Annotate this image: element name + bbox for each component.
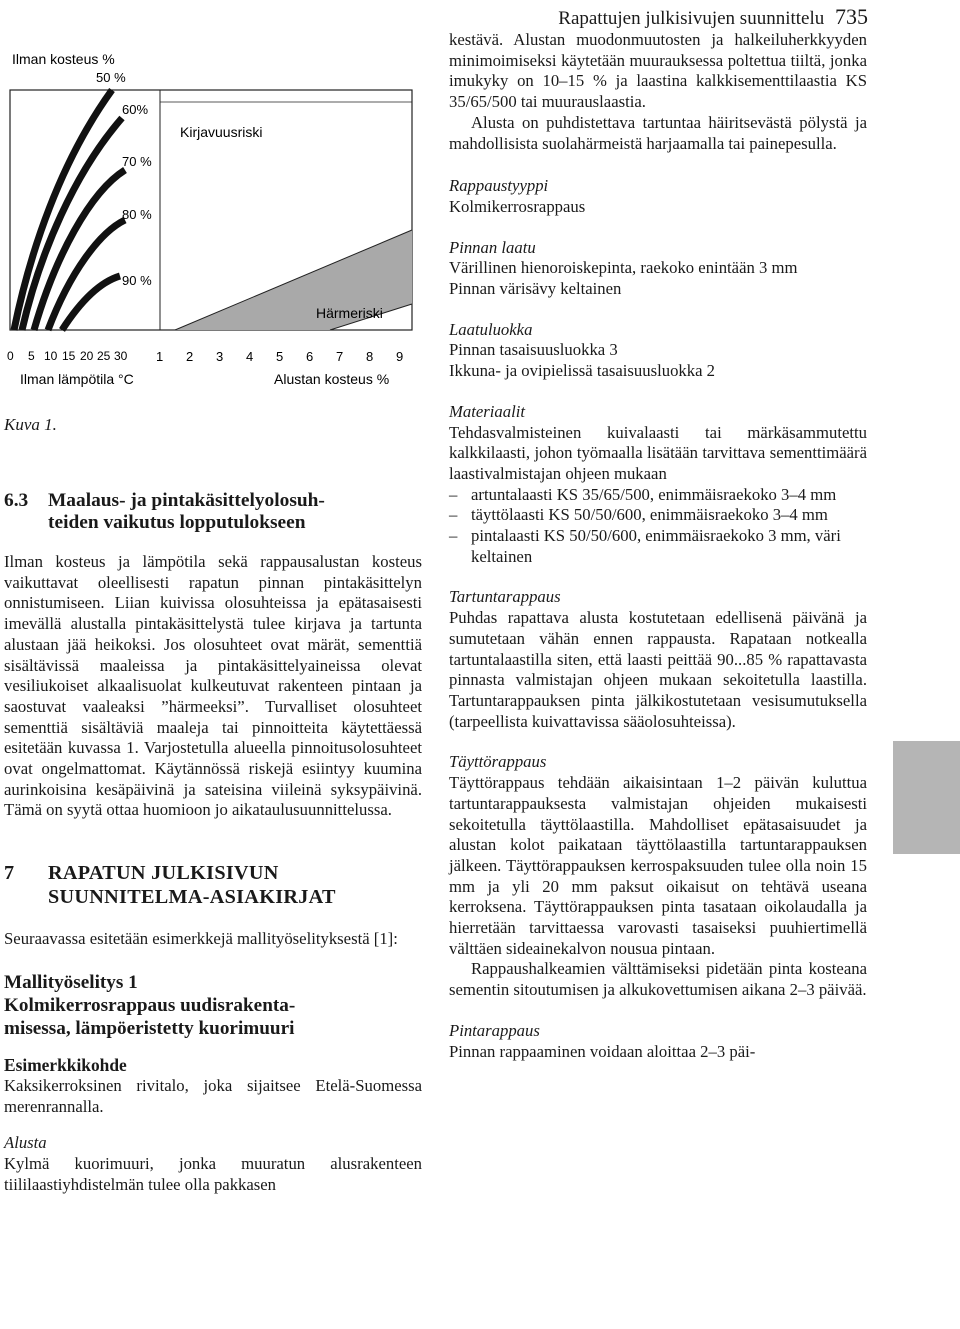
heading-line2: Kolmikerrosrappaus uudisrakenta- [4, 994, 296, 1016]
alusta-text: Kylmä kuorimuuri, jonka muuratun alusrakenteen tiililaastiyhdistelmän tulee olla pakkasen [4, 1153, 422, 1194]
list-item: – artuntalaasti KS 35/65/500, enimmäisraekoko 3–4 mm [449, 485, 867, 506]
moisture-tick: 8 [366, 349, 374, 364]
heading-line3: misessa, lämpöeristetty kuorimuuri [4, 1017, 295, 1039]
xlabel-moisture: Alustan kosteus % [274, 371, 390, 387]
temp-tick: 20 [80, 349, 94, 363]
xlabel-temperature: Ilman lämpötila °C [20, 371, 134, 387]
pinnan-laatu-heading: Pinnan laatu [449, 237, 536, 257]
label-kirjavuusriski: Kirjavuusriski [180, 124, 263, 140]
mallityoselitys-heading [4, 971, 422, 1040]
materiaalit-list [449, 485, 867, 568]
humidity-label-70: 70 % [122, 154, 152, 169]
moisture-tick: 3 [216, 349, 224, 364]
section-6-3-paragraph: Ilman kosteus ja lämpötila sekä rappausalustan kosteus vaikuttavat oleellisesti rapatun pinnan pintakäsittelyn onnistumiseen. Liian kuivissa olosuhteissa ja epätasaisesti imevällä alustalla pintakäsittelystä tulee kirjava ja tartunta alustaan jää heikoksi. Jos olosuhteet ovat märät, sementtiä sisältävissä maaleissa ja pintakäsittelyaineissa olevat vesiliukoiset alkaalisuolat kulkeutuvat rakenteen pintaan ja saostuvat vaaleaksi ”härmeeksi”. Turvalliset olosuhteet sementtiä sisältäviä maaleja tai pinnoitteita käytettäessä esitetään kuvassa 1. Varjostetulla alueella pinnoitusolosuhteet ovat ongelmattomat. Käytännössä riskejä esiintyy kuumina aurinkoisina kesäpäivinä ja sateisina viileinä syksypäivinä. Tämä on syytä ottaa huomioon jo aikataulusuunnittelussa. [4, 552, 422, 820]
section-6-3-heading [4, 490, 422, 534]
heading-line1: Mallityöselitys 1 [4, 971, 138, 993]
laatuluokka-line2: Ikkuna- ja ovipielissä tasaisuusluokka 2 [449, 361, 716, 381]
esimerkkikohde-heading: Esimerkkikohde [4, 1054, 127, 1075]
figure-caption: Kuva 1. [4, 415, 57, 434]
moisture-tick: 1 [156, 349, 164, 364]
section-title-line1: RAPATUN JULKISIVUN [48, 862, 279, 885]
section-title-line2: teiden vaikutus lopputulokseen [48, 512, 306, 533]
tartuntarappaus-text: Puhdas rapattava alusta kostutetaan edellisenä päivänä ja sumutetaan vähän ennen rappausta. Rapataan notkealla tartuntalaastilla siten, että laasti peittää 90...85 % rapattavasta pinnasta valmistajan ohjeen mukaan sekoitetulla laastilla. Tartuntarappauksen pinta jälkikostutetaan vesisumutuksella (tarpeellista kuivattavissa sääolosuhteissa). [449, 608, 867, 731]
temp-tick: 5 [28, 349, 35, 363]
label-harmeriski: Härmeriski [316, 305, 383, 321]
list-item: – täyttölaasti KS 50/50/600, enimmäisraekoko 3–4 mm [449, 505, 867, 526]
temp-tick: 25 [97, 349, 111, 363]
humidity-temperature-figure [0, 42, 430, 394]
temp-tick: 15 [62, 349, 76, 363]
moisture-tick: 9 [396, 349, 404, 364]
humidity-label-80: 80 % [122, 207, 152, 222]
section-number: 6.3 [4, 490, 29, 511]
tayttorappaus-text-2: Rappaushalkeamien välttämiseksi pidetään pinta kosteana sementin sitoutumisen ja alkukovettumisen aikana 2–3 päivää. [449, 959, 867, 1000]
moisture-ticks [156, 349, 403, 364]
section-title-line2: SUUNNITELMA-ASIAKIRJAT [48, 886, 336, 909]
temp-tick: 10 [44, 349, 58, 363]
pinnan-varisavy-text: Pinnan värisävy keltainen [449, 279, 622, 299]
tayttorappaus-heading: Täyttörappaus [449, 752, 547, 772]
temperature-ticks [7, 349, 128, 363]
alusta-continued-paragraph: kestävä. Alustan muodonmuutosten ja halkeiluherkkyyden minimoimiseksi käytetään muurauksessa poltettua tiiltä, jonka imukyky on 10–15 % ja laastina kalkkisementtilaastia KS 35/65/500 tai muurauslaastia. [449, 30, 867, 112]
moisture-tick: 2 [186, 349, 194, 364]
top-label: Ilman kosteus % [12, 51, 115, 67]
humidity-label-50: 50 % [96, 70, 126, 85]
section-title-line1: Maalaus- ja pintakäsittelyolosuh- [48, 490, 325, 511]
temp-tick: 0 [7, 349, 14, 363]
rappaustyyppi-text: Kolmikerrosrappaus [449, 196, 586, 216]
laatuluokka-heading: Laatuluokka [449, 319, 533, 339]
materiaalit-text: Tehdasvalmisteinen kuivalaasti tai märkäsammutettu kalkkilaasti, johon työmaalla lisätään tarvittava sementtimäärä laastivalmistajan ohjeen mukaan [449, 422, 867, 483]
moisture-tick: 4 [246, 349, 254, 364]
alusta-heading: Alusta [4, 1133, 47, 1153]
temp-tick: 30 [114, 349, 128, 363]
right-column [449, 30, 867, 1062]
list-item: – pintalaasti KS 50/50/600, enimmäisraekoko 3 mm, väri keltainen [449, 526, 867, 567]
humidity-label-90: 90 % [122, 273, 152, 288]
esimerkkikohde-text: Kaksikerroksinen rivitalo, joka sijaitsee Etelä-Suomessa merenrannalla. [4, 1075, 422, 1116]
moisture-tick: 7 [336, 349, 344, 364]
page-number: 735 [835, 4, 868, 29]
pinnan-laatu-text: Värillinen hienoroiskepinta, raekoko enintään 3 mm [449, 258, 798, 278]
moisture-tick: 6 [306, 349, 314, 364]
alusta-cleaning-paragraph: Alusta on puhdistettava tartuntaa häiritsevästä pölystä ja mahdollisista suolahärmeistä harjaamalla tai painepesulla. [449, 112, 867, 153]
running-header [558, 4, 868, 30]
tayttorappaus-text: Täyttörappaus tehdään aikaisintaan 1–2 päivän kuluttua tartuntarappauksesta valmistajan ohjeiden mukaisesti sekoitetulla täyttölaastilla. Mahdolliset epätasaisuudet ja alustan kolot paikataan täyttölaastilla tartuntarappauksen jälkeen. Täyttörappauksen kerrospaksuuden tulee olla noin 15 mm ja yli 20 mm paksut oikaisut on tehtävä useana kerroksena. Täyttörappauksen pinta tasataan oikolaudalla ja hierretään tarvittaessa varovasti tasaiseksi puuhiertimellä välttäen sideainekalvon nousua pintaan. [449, 773, 867, 958]
section-number: 7 [4, 862, 15, 885]
moisture-tick: 5 [276, 349, 284, 364]
laatuluokka-line1: Pinnan tasaisuusluokka 3 [449, 340, 618, 360]
humidity-label-60: 60% [122, 102, 149, 117]
pintarappaus-text: Pinnan rappaaminen voidaan aloittaa 2–3 päi- [449, 1041, 756, 1061]
rappaustyyppi-heading: Rappaustyyppi [449, 176, 549, 196]
materiaalit-heading: Materiaalit [449, 401, 526, 421]
header-title: Rapattujen julkisivujen suunnittelu [558, 8, 825, 29]
tartuntarappaus-heading: Tartuntarappaus [449, 587, 561, 607]
chapter-thumb-tab [893, 741, 960, 854]
section-7-heading [4, 861, 422, 909]
left-column [4, 490, 422, 1195]
section-7-paragraph: Seuraavassa esitetään esimerkkejä mallityöselityksestä [1]: [4, 929, 398, 949]
pintarappaus-heading: Pintarappaus [449, 1020, 540, 1040]
